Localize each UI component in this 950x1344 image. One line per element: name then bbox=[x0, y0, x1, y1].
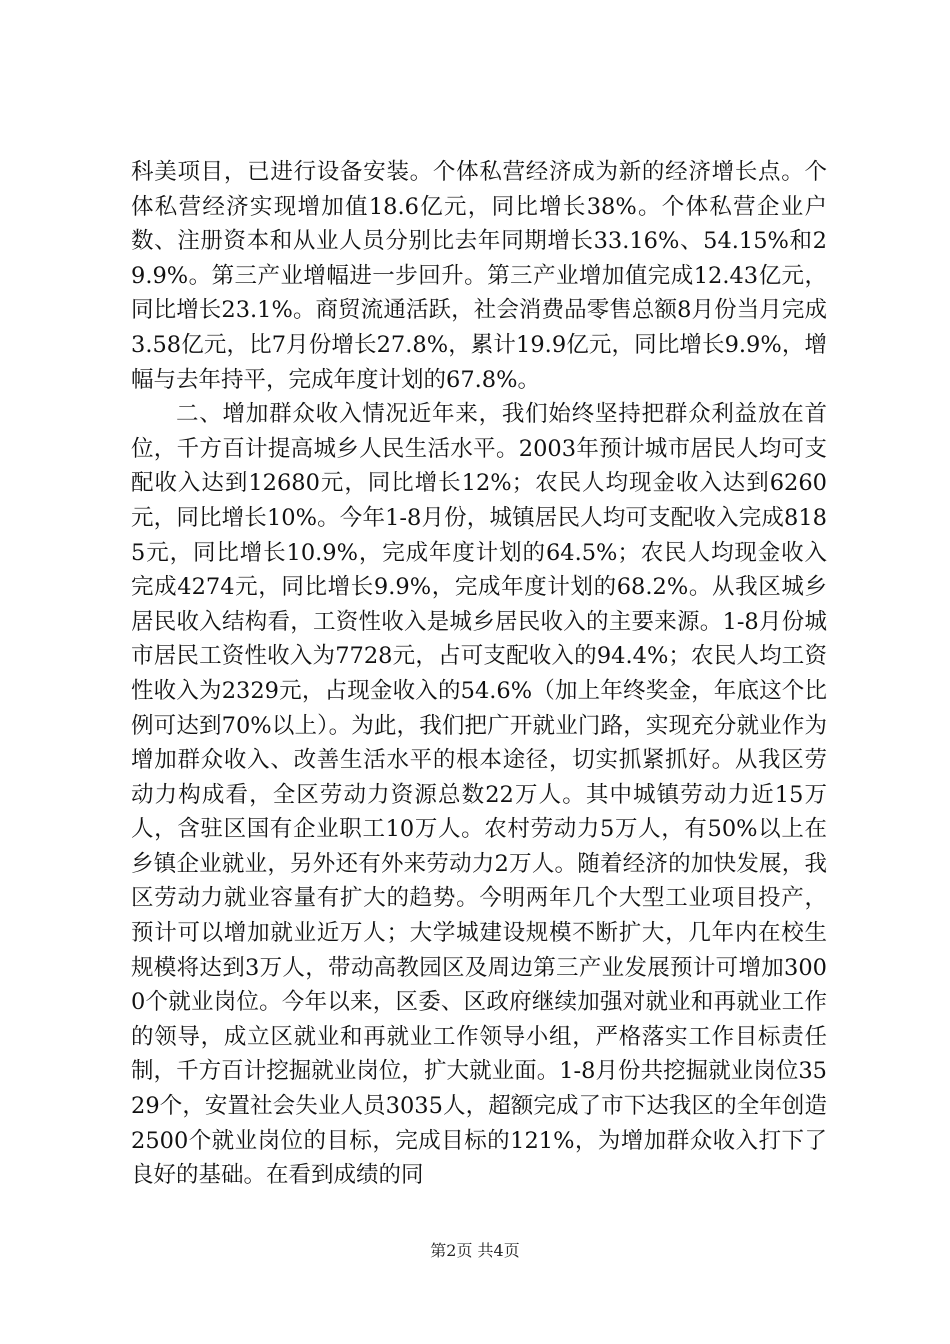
document-body bbox=[131, 155, 827, 1193]
paragraph-continued: 科美项目，已进行设备安装。个体私营经济成为新的经济增长点。个体私营经济实现增加值18.6亿元，同比增长38%。个体私营企业户数、注册资本和从业人员分别比去年同期增长33.16%、54.15%和29.9%。第三产业增幅进一步回升。第三产业增加值完成12.43亿元，同比增长23.1%。商贸流通活跃，社会消费品零售总额8月份当月完成3.58亿元，比7月份增长27.8%，累计19.9亿元，同比增长9.9%，增幅与去年持平，完成年度计划的67.8%。 bbox=[131, 159, 827, 393]
page-footer: 第2页 共4页 bbox=[430, 1241, 520, 1260]
paragraph-income-section: 二、增加群众收入情况近年来，我们始终坚持把群众利益放在首位，千方百计提高城乡人民生活水平。2003年预计城市居民人均可支配收入达到12680元，同比增长12%；农民人均现金收入达到6260元，同比增长10%。今年1-8月份，城镇居民人均可支配收入完成8185元，同比增长10.9%，完成年度计划的64.5%；农民人均现金收入完成4274元，同比增长9.9%，完成年度计划的68.2%。从我区城乡居民收入结构看，工资性收入是城乡居民收入的主要来源。1-8月份城市居民工资性收入为7728元，占可支配收入的94.4%；农民人均工资性收入为2329元，占现金收入的54.6%（加上年终奖金，年底这个比例可达到70%以上）。为此，我们把广开就业门路，实现充分就业作为增加群众收入、改善生活水平的根本途径，切实抓紧抓好。从我区劳动力构成看，全区劳动力资源总数22万人。其中城镇劳动力近15万人，含驻区国有企业职工10万人。农村劳动力5万人，有50%以上在乡镇企业就业，另外还有外来劳动力2万人。随着经济的加快发展，我区劳动力就业容量有扩大的趋势。今明两年几个大型工业项目投产，预计可以增加就业近万人；大学城建设规模不断扩大，几年内在校生规模将达到3万人，带动高教园区及周边第三产业发展预计可增加3000个就业岗位。今年以来，区委、区政府继续加强对就业和再就业工作的领导，成立区就业和再就业工作领导小组，严格落实工作目标责任制，千方百计挖掘就业岗位，扩大就业面。1-8月份共挖掘就业岗位3529个，安置社会失业人员3035人，超额完成了市下达我区的全年创造2500个就业岗位的目标，完成目标的121%，为增加群众收入打下了良好的基础。在看到成绩的同 bbox=[131, 401, 827, 1189]
